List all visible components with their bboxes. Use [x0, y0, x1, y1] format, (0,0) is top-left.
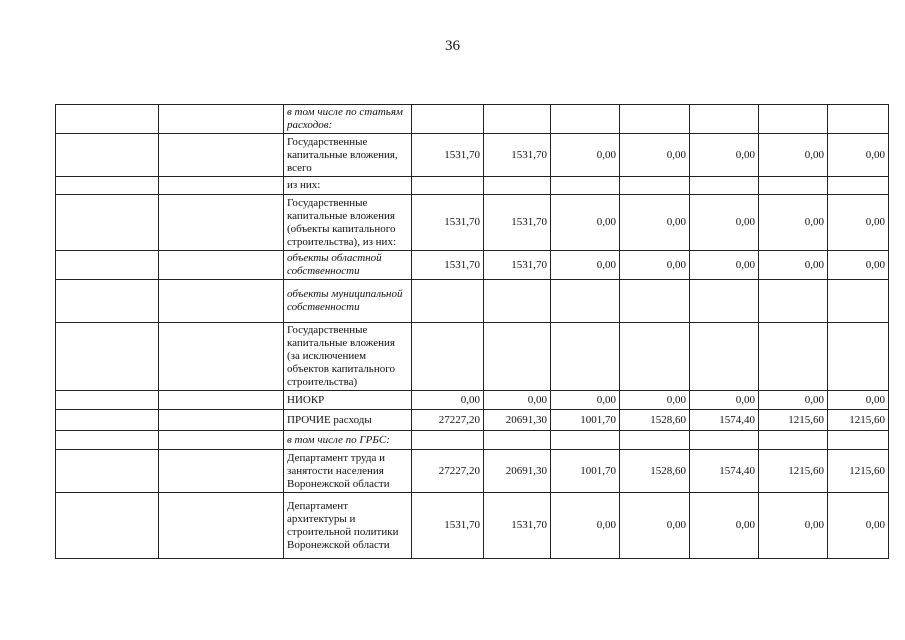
code-cell [56, 134, 159, 177]
value-cell: 1528,60 [620, 410, 690, 431]
table-row [56, 134, 889, 177]
value-cell: 0,00 [828, 493, 889, 559]
table-row [56, 105, 889, 134]
value-cell: 1528,60 [620, 450, 690, 493]
value-cell [759, 323, 828, 391]
value-cell: 0,00 [828, 195, 889, 251]
row-label: объекты муниципальной собственности [284, 280, 412, 323]
value-cell [759, 431, 828, 450]
value-cell [828, 105, 889, 134]
value-cell [484, 105, 551, 134]
value-cell: 0,00 [690, 251, 759, 280]
table-row [56, 391, 889, 410]
value-cell [690, 323, 759, 391]
value-cell: 1531,70 [412, 493, 484, 559]
code-cell [56, 410, 159, 431]
value-cell [759, 177, 828, 195]
value-cell [828, 323, 889, 391]
value-cell: 0,00 [759, 195, 828, 251]
value-cell: 0,00 [412, 391, 484, 410]
value-cell [551, 431, 620, 450]
table-row [56, 450, 889, 493]
value-cell: 1215,60 [759, 410, 828, 431]
value-cell: 0,00 [551, 391, 620, 410]
code-cell [56, 323, 159, 391]
value-cell: 0,00 [690, 391, 759, 410]
value-cell [620, 280, 690, 323]
value-cell [620, 105, 690, 134]
row-label: объекты областной собственности [284, 251, 412, 280]
value-cell: 0,00 [620, 251, 690, 280]
budget-table [55, 104, 889, 559]
value-cell: 1574,40 [690, 410, 759, 431]
value-cell: 0,00 [690, 134, 759, 177]
table-row [56, 195, 889, 251]
value-cell: 1001,70 [551, 410, 620, 431]
code-cell [56, 493, 159, 559]
row-label: Государственные капитальные вложения (объекты капитального строительства), из них: [284, 195, 412, 251]
value-cell: 1531,70 [484, 251, 551, 280]
value-cell [828, 431, 889, 450]
value-cell: 0,00 [551, 195, 620, 251]
value-cell [828, 177, 889, 195]
table-row [56, 410, 889, 431]
value-cell: 1531,70 [484, 493, 551, 559]
value-cell [620, 431, 690, 450]
value-cell [412, 280, 484, 323]
name-cell [159, 105, 284, 134]
value-cell: 0,00 [690, 195, 759, 251]
value-cell: 1531,70 [484, 134, 551, 177]
row-label: Государственные капитальные вложения (за исключением объектов капитального строительства) [284, 323, 412, 391]
value-cell: 1531,70 [412, 251, 484, 280]
value-cell [412, 105, 484, 134]
value-cell: 1215,60 [759, 450, 828, 493]
table-row [56, 251, 889, 280]
value-cell: 20691,30 [484, 410, 551, 431]
page-number: 36 [445, 38, 460, 54]
value-cell [484, 431, 551, 450]
name-cell [159, 493, 284, 559]
value-cell [484, 177, 551, 195]
value-cell: 0,00 [690, 493, 759, 559]
row-label: в том числе по ГРБС: [284, 431, 412, 450]
table-row [56, 431, 889, 450]
value-cell [551, 323, 620, 391]
name-cell [159, 391, 284, 410]
name-cell [159, 323, 284, 391]
value-cell: 1531,70 [484, 195, 551, 251]
value-cell: 0,00 [759, 391, 828, 410]
name-cell [159, 410, 284, 431]
name-cell [159, 280, 284, 323]
value-cell [484, 323, 551, 391]
value-cell [551, 177, 620, 195]
row-label: из них: [284, 177, 412, 195]
value-cell: 1215,60 [828, 410, 889, 431]
value-cell: 0,00 [620, 391, 690, 410]
value-cell [412, 177, 484, 195]
name-cell [159, 251, 284, 280]
value-cell [690, 431, 759, 450]
value-cell: 0,00 [620, 493, 690, 559]
value-cell [828, 280, 889, 323]
value-cell: 1531,70 [412, 195, 484, 251]
value-cell [484, 280, 551, 323]
value-cell [412, 323, 484, 391]
code-cell [56, 391, 159, 410]
name-cell [159, 195, 284, 251]
value-cell: 0,00 [620, 134, 690, 177]
value-cell: 0,00 [551, 493, 620, 559]
value-cell: 0,00 [620, 195, 690, 251]
value-cell [690, 177, 759, 195]
code-cell [56, 431, 159, 450]
value-cell: 1001,70 [551, 450, 620, 493]
code-cell [56, 450, 159, 493]
code-cell [56, 251, 159, 280]
row-label: ПРОЧИЕ расходы [284, 410, 412, 431]
table-row [56, 493, 889, 559]
value-cell [759, 105, 828, 134]
row-label: в том числе по статьям расходов: [284, 105, 412, 134]
value-cell: 0,00 [759, 493, 828, 559]
name-cell [159, 177, 284, 195]
value-cell [759, 280, 828, 323]
name-cell [159, 431, 284, 450]
value-cell: 0,00 [828, 251, 889, 280]
value-cell: 0,00 [828, 391, 889, 410]
value-cell: 1531,70 [412, 134, 484, 177]
value-cell: 27227,20 [412, 450, 484, 493]
value-cell: 0,00 [484, 391, 551, 410]
name-cell [159, 450, 284, 493]
row-label: Государственные капитальные вложения, всего [284, 134, 412, 177]
name-cell [159, 134, 284, 177]
value-cell [690, 105, 759, 134]
row-label: Департамент архитектуры и строительной политики Воронежской области [284, 493, 412, 559]
value-cell: 0,00 [759, 251, 828, 280]
value-cell: 1215,60 [828, 450, 889, 493]
value-cell: 27227,20 [412, 410, 484, 431]
value-cell: 0,00 [759, 134, 828, 177]
code-cell [56, 105, 159, 134]
value-cell [412, 431, 484, 450]
row-label: Департамент труда и занятости населения Воронежской области [284, 450, 412, 493]
value-cell: 20691,30 [484, 450, 551, 493]
value-cell: 1574,40 [690, 450, 759, 493]
value-cell [620, 177, 690, 195]
value-cell [690, 280, 759, 323]
table-row [56, 280, 889, 323]
value-cell [551, 105, 620, 134]
value-cell [551, 280, 620, 323]
table-row [56, 177, 889, 195]
row-label: НИОКР [284, 391, 412, 410]
value-cell: 0,00 [551, 251, 620, 280]
code-cell [56, 195, 159, 251]
code-cell [56, 177, 159, 195]
value-cell: 0,00 [551, 134, 620, 177]
value-cell: 0,00 [828, 134, 889, 177]
code-cell [56, 280, 159, 323]
table-row [56, 323, 889, 391]
value-cell [620, 323, 690, 391]
table-body [56, 105, 889, 559]
